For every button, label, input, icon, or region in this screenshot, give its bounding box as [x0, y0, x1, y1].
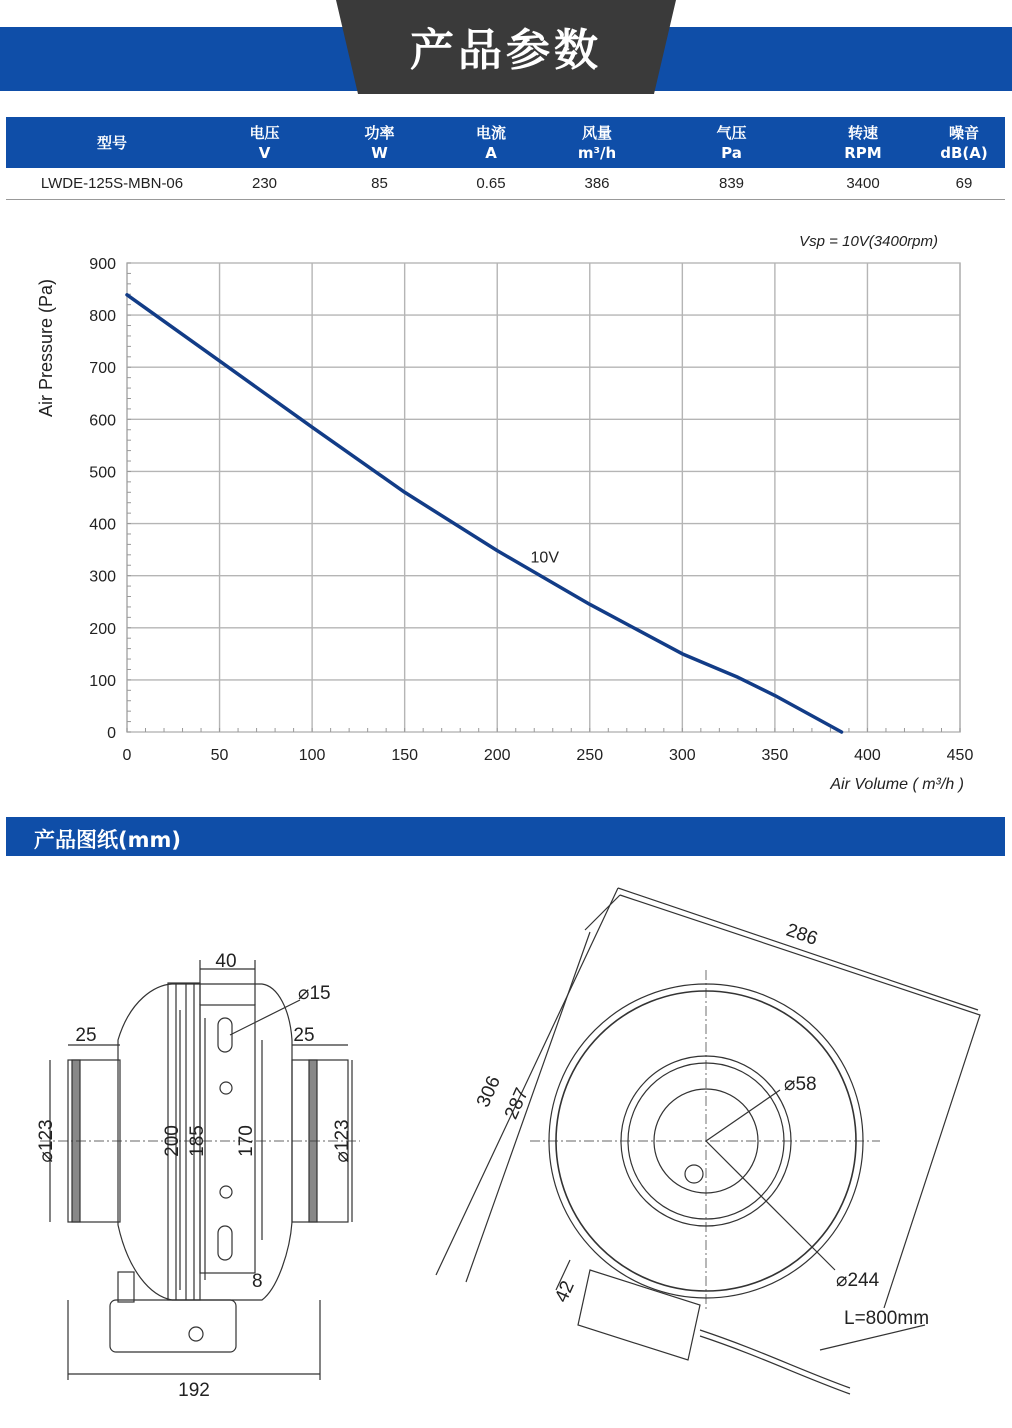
dim-200: 200	[162, 1125, 183, 1157]
x-tick-label: 150	[391, 747, 419, 764]
hole-upper	[220, 1082, 232, 1094]
dim-d15: ⌀15	[298, 983, 331, 1004]
dim-d123-right: ⌀123	[332, 1119, 353, 1163]
x-tick-label: 300	[668, 747, 696, 764]
technical-drawing	[0, 860, 1012, 1420]
col-header-power: 功率 W	[311, 117, 448, 168]
series-label: 10V	[530, 549, 560, 567]
cable-length-label: L=800mm	[844, 1308, 930, 1329]
y-tick-label: 500	[89, 464, 116, 482]
cell-speed: 3400	[803, 168, 923, 200]
section-title: 产品图纸(mm)	[34, 828, 181, 852]
x-tick-label: 450	[946, 747, 974, 764]
dim-25-right: 25	[293, 1025, 315, 1046]
cell-pressure: 839	[660, 168, 803, 200]
slot-top	[218, 1018, 232, 1052]
col-header-speed: 转速 RPM	[803, 117, 923, 168]
hub-hole	[685, 1165, 703, 1183]
col-header-current: 电流 A	[448, 117, 534, 168]
dim-d244: ⌀244	[836, 1270, 880, 1291]
table-row	[6, 168, 1005, 200]
dim-d123-left: ⌀123	[36, 1119, 57, 1163]
cell-voltage: 230	[218, 168, 311, 200]
chart-title: Vsp = 10V(3400rpm)	[799, 233, 938, 250]
x-tick-label: 400	[854, 747, 881, 764]
x-tick-label: 350	[761, 747, 789, 764]
slot-bottom	[218, 1226, 232, 1260]
col-header-model: 型号	[6, 117, 218, 168]
side-view	[36, 951, 360, 1401]
cell-airflow: 386	[534, 168, 660, 200]
dim-185: 185	[187, 1125, 208, 1157]
col-header-voltage: 电压 V	[218, 117, 311, 168]
y-tick-label: 100	[89, 672, 116, 690]
y-tick-label: 700	[89, 360, 116, 378]
y-tick-label: 0	[107, 725, 116, 742]
col-header-pressure: 气压 Pa	[660, 117, 803, 168]
x-axis-label: Air Volume ( m³/h )	[830, 776, 964, 793]
dim-287: 287	[500, 1085, 534, 1123]
spec-table	[6, 117, 1005, 200]
dim-192: 192	[178, 1380, 210, 1401]
cell-power: 85	[311, 168, 448, 200]
cell-current: 0.65	[448, 168, 534, 200]
col-header-noise: 噪音 dB(A)	[923, 117, 1005, 168]
y-tick-label: 900	[89, 256, 116, 273]
y-tick-label: 200	[89, 620, 116, 638]
page-title: 产品参数	[410, 25, 602, 76]
dim-42: 42	[551, 1277, 579, 1306]
dim-d58: ⌀58	[784, 1074, 817, 1095]
dim-306: 306	[472, 1073, 506, 1111]
performance-chart	[0, 220, 1012, 810]
section-bar	[6, 817, 1005, 856]
cell-model: LWDE-125S-MBN-06	[6, 168, 218, 200]
y-tick-label: 300	[89, 568, 116, 586]
y-tick-label: 400	[89, 516, 116, 534]
col-header-airflow: 风量 m³/h	[534, 117, 660, 168]
dim-40: 40	[215, 951, 237, 972]
y-tick-label: 600	[89, 412, 116, 430]
dim-8: 8	[252, 1271, 263, 1292]
front-view	[436, 888, 980, 1394]
x-tick-label: 250	[576, 747, 604, 764]
dim-286: 286	[783, 919, 821, 950]
mounting-bracket	[620, 895, 980, 1308]
dim-25-left: 25	[75, 1025, 97, 1046]
plot-area	[127, 263, 960, 732]
y-axis-label: Air Pressure (Pa)	[36, 278, 56, 418]
terminal-box	[110, 1300, 236, 1352]
chart-grid	[127, 263, 960, 732]
y-tick-label: 800	[89, 308, 116, 326]
cable-gland-icon	[189, 1327, 203, 1341]
x-tick-label: 200	[483, 747, 511, 764]
x-tick-label: 100	[298, 747, 326, 764]
spec-table-header	[6, 117, 1005, 168]
hole-lower	[220, 1186, 232, 1198]
x-tick-label: 0	[122, 747, 132, 764]
x-tick-label: 50	[210, 747, 229, 764]
cell-noise: 69	[923, 168, 1005, 200]
dim-170: 170	[236, 1125, 257, 1157]
